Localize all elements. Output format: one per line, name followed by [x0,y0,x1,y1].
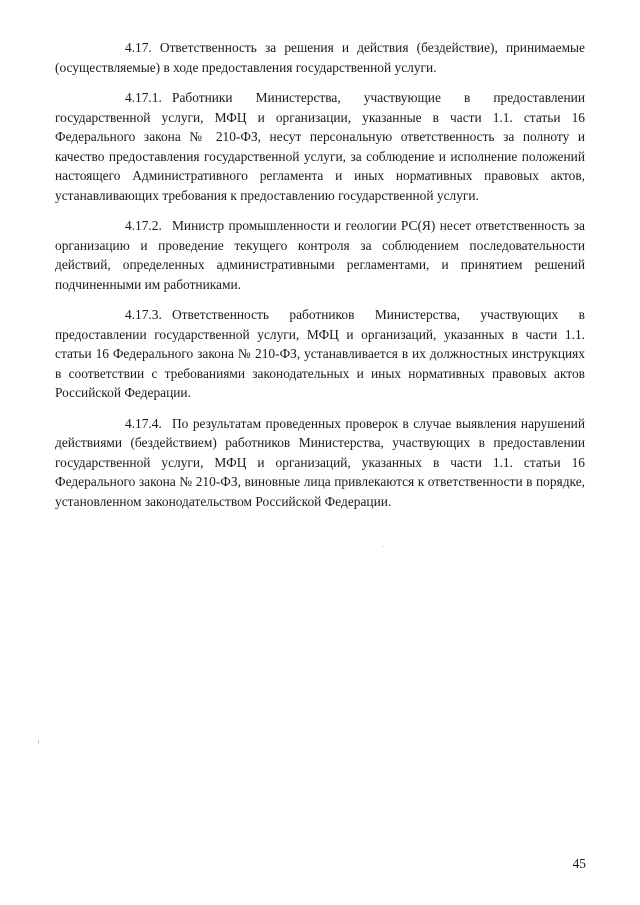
document-page [55,38,585,522]
paragraph-4-17-3 [55,305,585,403]
paragraph-number: 4.17.3. [125,307,162,322]
scan-speck [38,740,39,744]
paragraph-text: Ответственность работников Министерства, участвующих в предоставлении государственной услуги, МФЦ и организаций, указанных в части 1.1. статьи 16 Федерального закона № 210-ФЗ, устанавливается в их должностных инструкциях в соответствии с требованиями законодательных и иных нормативных правовых актов Российской Федерации. [55,307,585,400]
paragraph-4-17 [55,38,585,77]
paragraph-number: 4.17.2. [125,218,162,233]
paragraph-number: 4.17. [125,40,152,55]
paragraph-4-17-4 [55,414,585,512]
paragraph-text: Ответственность за решения и действия (бездействие), принимаемые (осуществляемые) в ходе предоставления государственной услуги. [55,40,585,75]
paragraph-number: 4.17.4. [125,415,162,431]
paragraph-text: Работники Министерства, участвующие в предоставлении государственной услуги, МФЦ и организации, указанные в части 1.1. статьи 16 Федерального закона № 210-ФЗ, несут персональную ответственность за полноту и качество предоставления государственной услуги, за соблюдение и исполнение положений настоящего Административного регламента и иных нормативных правовых актов, устанавливающих требования к предоставлению государственной услуги. [55,90,585,203]
paragraph-text: По результатам проведенных проверок в случае выявления нарушений действиями (бездействием) работников Министерства, участвующих в предоставлении государственной услуги, МФЦ и организаций, указанных в части 1.1. статьи 16 Федерального закона № 210-ФЗ, виновные лица привлекаются к ответственности в порядке, установленном законодательством Российской Федерации. [55,415,585,509]
scan-speck [383,546,384,547]
paragraph-4-17-1 [55,88,585,205]
paragraph-4-17-2 [55,216,585,294]
page-number: 45 [572,856,586,871]
paragraph-text: Министр промышленности и геологии РС(Я) несет ответственность за организацию и проведение текущего контроля за соблюдением последовательности действий, определенных административными регламентами, и принятием решений подчиненными им работниками. [55,218,585,292]
paragraph-number: 4.17.1. [125,90,162,105]
